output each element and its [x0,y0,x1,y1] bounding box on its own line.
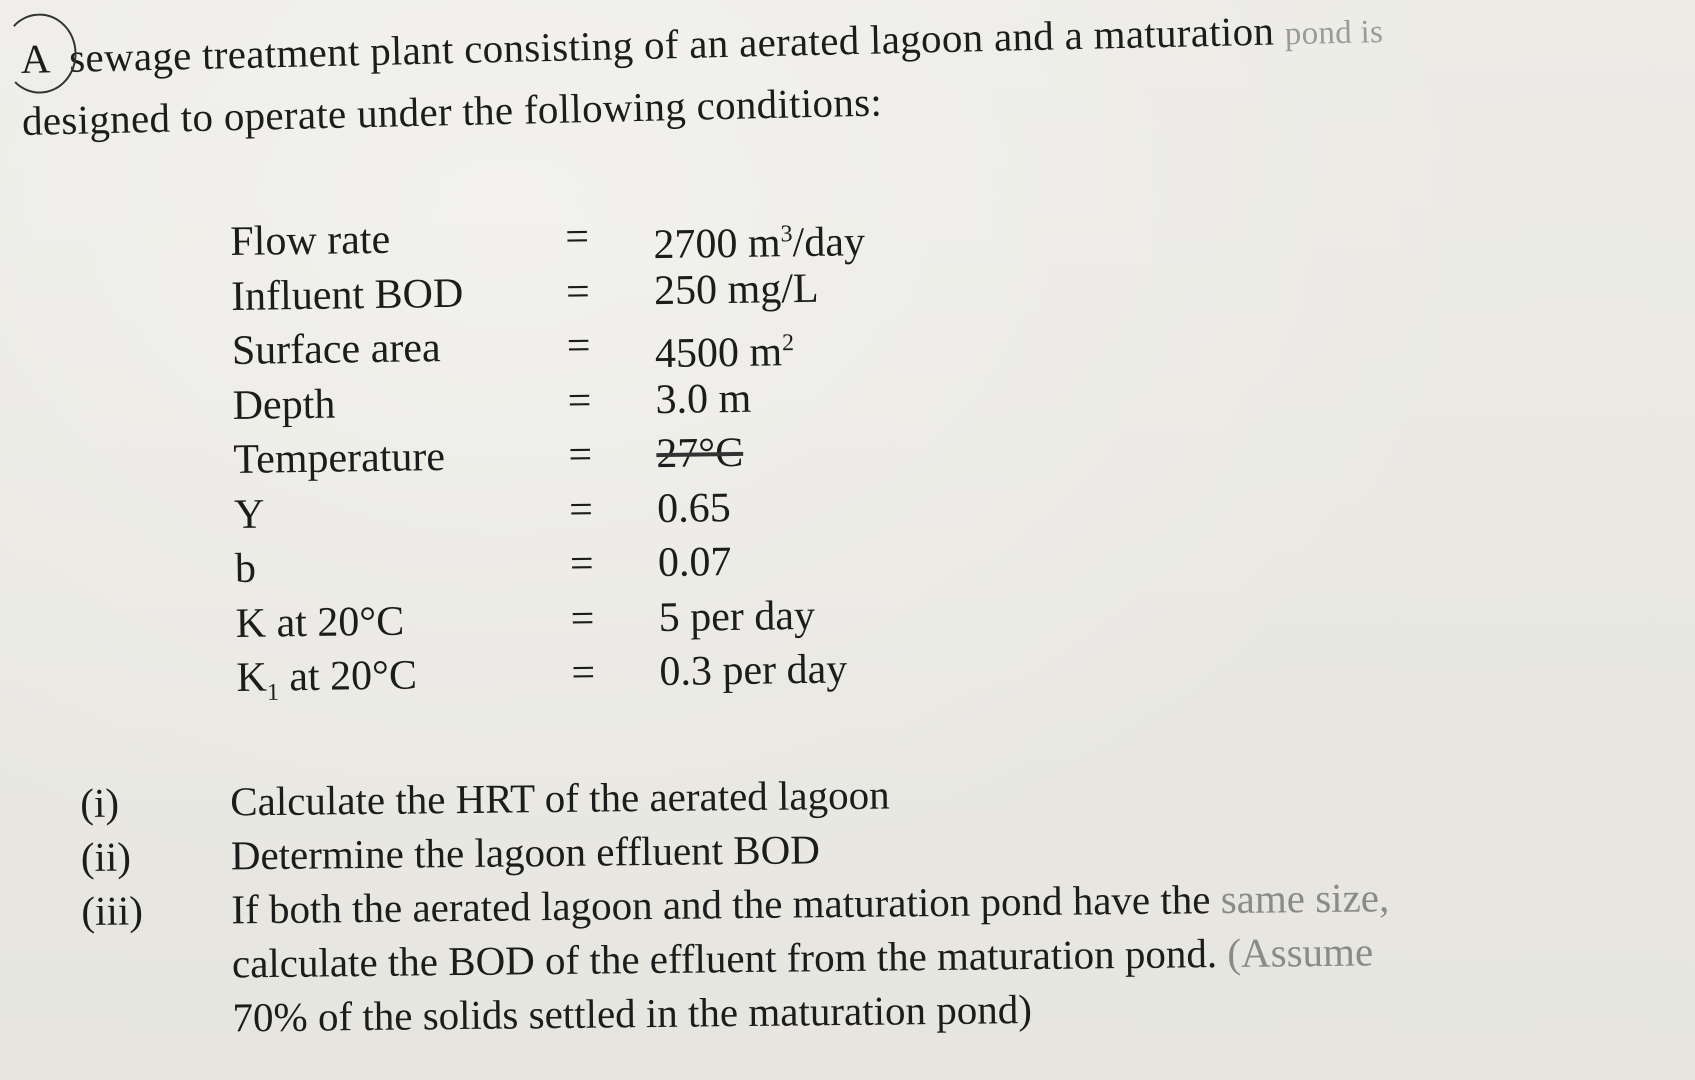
condition-label: Y [233,491,265,538]
condition-value: 0.07 [657,539,732,587]
equals-sign: = [567,377,592,424]
problem-intro [20,0,1682,150]
condition-label: Temperature [233,434,446,483]
condition-value: 250 mg/L [653,265,819,314]
circled-letter: A [20,29,51,88]
equals-sign: = [569,540,594,588]
condition-label: K at 20°C [235,598,405,647]
condition-label: Surface area [231,325,441,374]
conditions-table [230,213,866,706]
condition-row [230,265,819,323]
question-number: (i) [80,779,120,826]
condition-label: b [234,545,257,592]
condition-value: 4500 $m^2$ [654,329,795,378]
condition-row [233,484,731,541]
hand-drawn-circle-icon [2,13,78,95]
intro-text-line2: designed to operate under the following conditions: [21,78,883,144]
condition-row [234,539,732,596]
condition-label: Depth [232,381,336,429]
question-number: (ii) [80,833,132,880]
question-number: (iii) [81,887,144,934]
question-item [81,868,1643,1046]
condition-value: 27°C [656,429,744,478]
intro-text-faded: pond is [1284,14,1384,53]
equals-sign: = [565,268,591,315]
condition-row [230,213,866,269]
equals-sign: = [570,595,595,642]
condition-row [235,592,816,650]
condition-label: Flow rate [230,216,391,265]
question-text: Determine the lagoon effluent BOD [230,826,821,879]
question-text: Calculate the HRT of the aerated lagoon [230,771,890,825]
equals-sign: = [566,322,591,370]
condition-row [236,646,848,706]
condition-row [233,429,744,487]
equals-sign: = [568,486,594,533]
equals-sign: = [568,431,593,479]
question-text: If both the aerated lagoon and the maturation pond have the same size, calculate the BOD of the effluent from the maturation pond. (Assume 70% of the solids settled in the maturation pond) [231,874,1390,1041]
condition-value: 2700 $m^3$/day [653,219,866,269]
equals-sign: = [571,649,596,697]
condition-value: 3.0 m [655,375,752,423]
condition-value: 5 per day [658,592,816,641]
intro-text-main: sewage treatment plant consisting of an aerated lagoon and a maturation [68,7,1275,81]
equals-sign: = [565,213,590,261]
questions-list [80,760,1643,1046]
condition-value: 0.65 [656,484,731,532]
condition-row [232,375,752,432]
condition-row [231,322,795,378]
condition-label: Influent BOD [230,270,464,320]
condition-label: $K_1$ at 20°C [236,652,418,706]
condition-value: 0.3 per day [659,646,848,696]
